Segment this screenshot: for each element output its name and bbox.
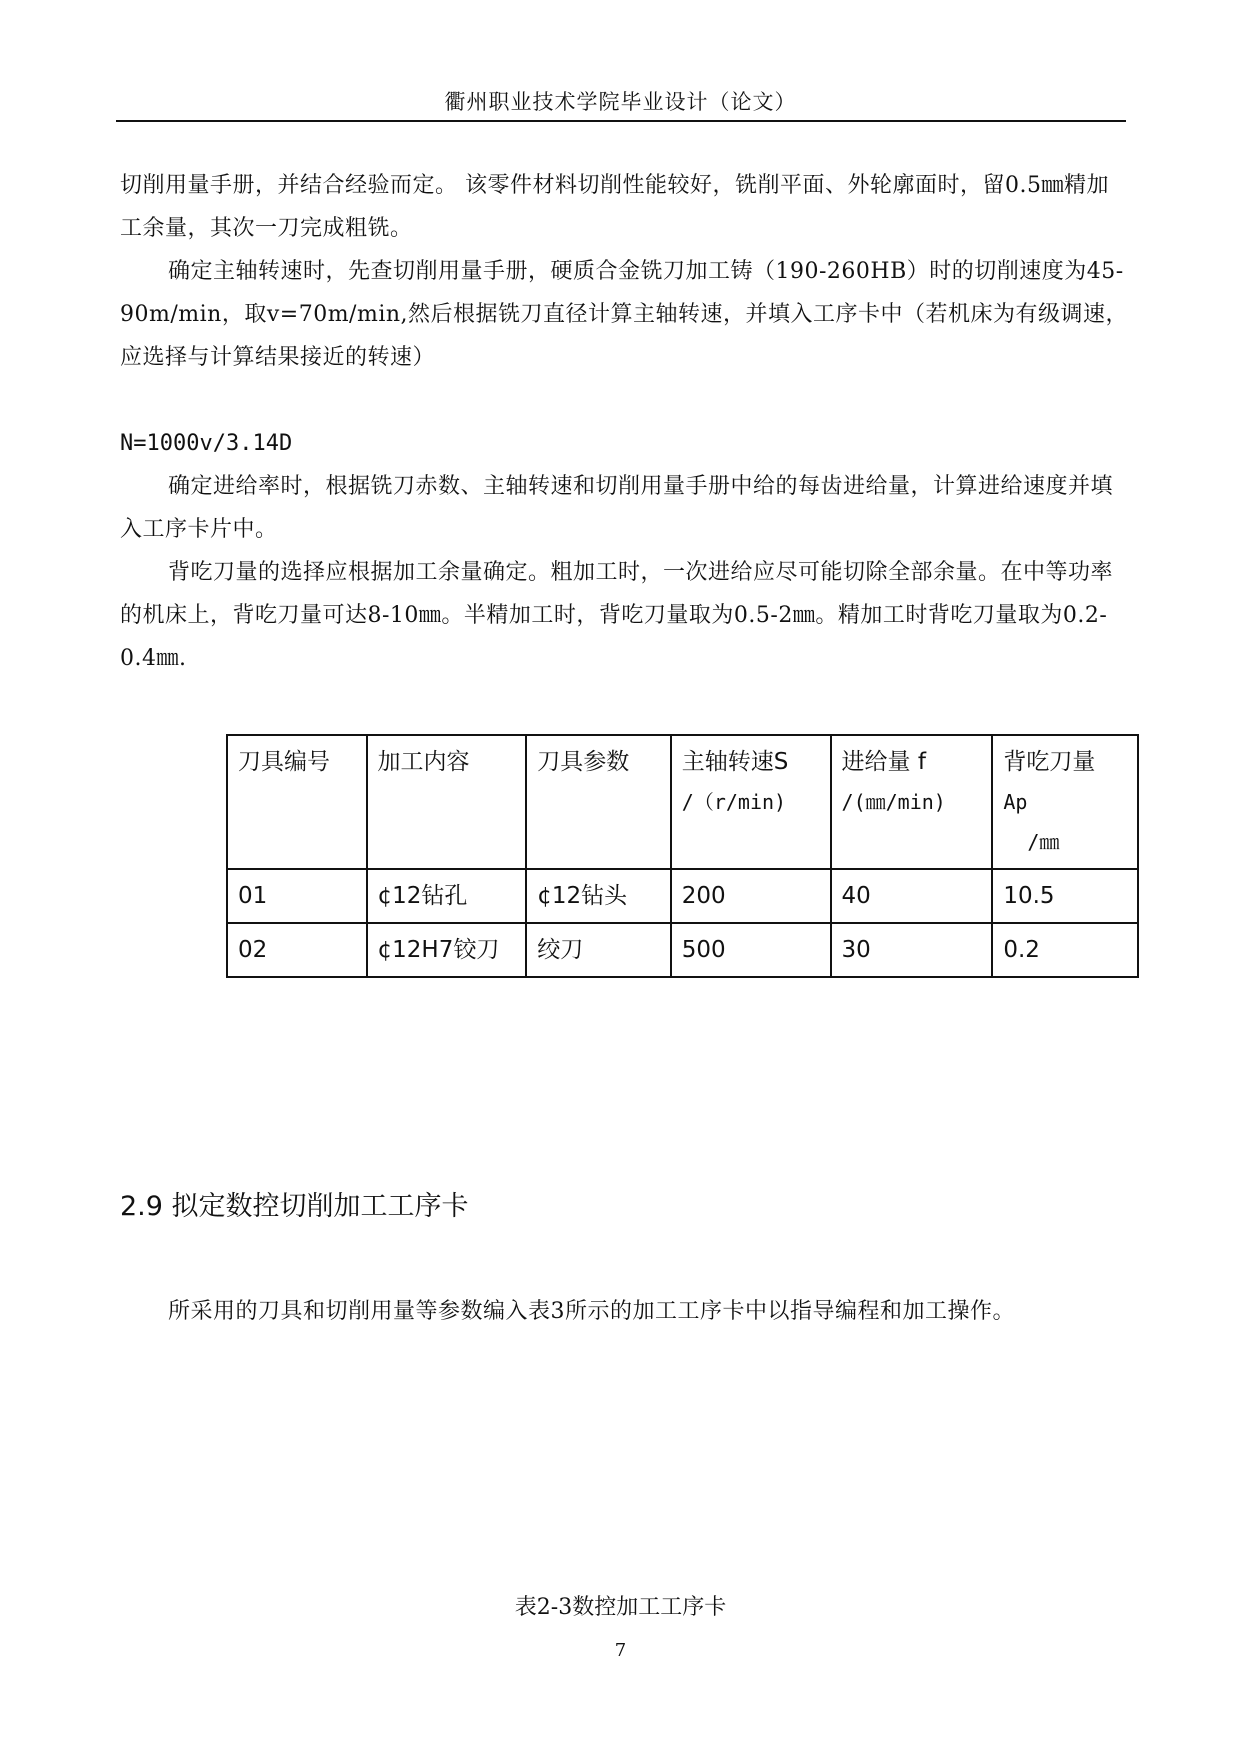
table-header-row — [227, 735, 1138, 869]
table-caption: 表2-3数控加工工序卡 — [514, 1595, 727, 1620]
header-feed-unit: /(㎜/min) — [841, 790, 946, 814]
cell-spindle: 200 — [671, 869, 831, 923]
cell-content: ¢12H7铰刀 — [367, 923, 527, 977]
header-spindle — [671, 735, 831, 869]
header-feed — [831, 735, 993, 869]
table-row — [227, 923, 1138, 977]
header-depth-unit: /㎜ — [1027, 830, 1060, 854]
header-spindle-unit: /（r/min) — [681, 790, 787, 814]
cell-feed: 40 — [831, 869, 993, 923]
header-feed-label: 进给量 f — [841, 749, 926, 775]
paragraph-4: 背吃刀量的选择应根据加工余量确定。粗加工时，一次进给应尽可能切除全部余量。在中等功率的机床上，背吃刀量可达8-10㎜。半精加工时，背吃刀量取为0.5-2㎜。精加工时背吃刀量取为0.2-0.4㎜. — [120, 560, 1114, 671]
cell-tool-no: 02 — [227, 923, 367, 977]
cell-spindle: 500 — [671, 923, 831, 977]
cell-content: ¢12钻孔 — [367, 869, 527, 923]
header-depth — [992, 735, 1138, 869]
header-tool-no: 刀具编号 — [227, 735, 367, 869]
cell-tool-no: 01 — [227, 869, 367, 923]
formula-spindle-speed: N=1000v/3.14D — [120, 431, 293, 456]
cell-depth: 0.2 — [992, 923, 1138, 977]
section-heading: 2.9 拟定数控切削加工工序卡 — [120, 1191, 469, 1222]
header-rule — [116, 120, 1126, 122]
page-number: 7 — [614, 1640, 627, 1661]
running-header-title: 衢州职业技术学院毕业设计（论文） — [444, 90, 797, 114]
paragraph-1: 切削用量手册，并结合经验而定。 该零件材料切削性能较好，铣削平面、外轮廓面时，留0.5㎜精加工余量，其次一刀完成粗铣。 — [120, 173, 1109, 241]
paragraph-3: 确定进给率时，根据铣刀赤数、主轴转速和切削用量手册中给的每齿进给量，计算进给速度并填入工序卡片中。 — [120, 474, 1114, 542]
cell-params: ¢12钻头 — [526, 869, 671, 923]
section-body: 所采用的刀具和切削用量等参数编入表3所示的加工工序卡中以指导编程和加工操作。 — [168, 1299, 1015, 1324]
header-depth-label: 背吃刀量 — [1003, 749, 1096, 775]
header-depth-symbol: Ap — [1003, 790, 1028, 814]
cell-params: 绞刀 — [526, 923, 671, 977]
paragraph-2: 确定主轴转速时，先查切削用量手册，硬质合金铣刀加工铸（190-260HB）时的切削速度为45-90m/min，取v=70m/min,然后根据铣刀直径计算主轴转速，并填入工序卡中（若机床为有级调速，应选择与计算结果接近的转速） — [120, 259, 1129, 370]
header-params: 刀具参数 — [526, 735, 671, 869]
cell-depth: 10.5 — [992, 869, 1138, 923]
header-content: 加工内容 — [367, 735, 527, 869]
header-spindle-label: 主轴转速S — [681, 749, 789, 775]
tool-parameter-table — [226, 734, 1139, 978]
table-row — [227, 869, 1138, 923]
cell-feed: 30 — [831, 923, 993, 977]
